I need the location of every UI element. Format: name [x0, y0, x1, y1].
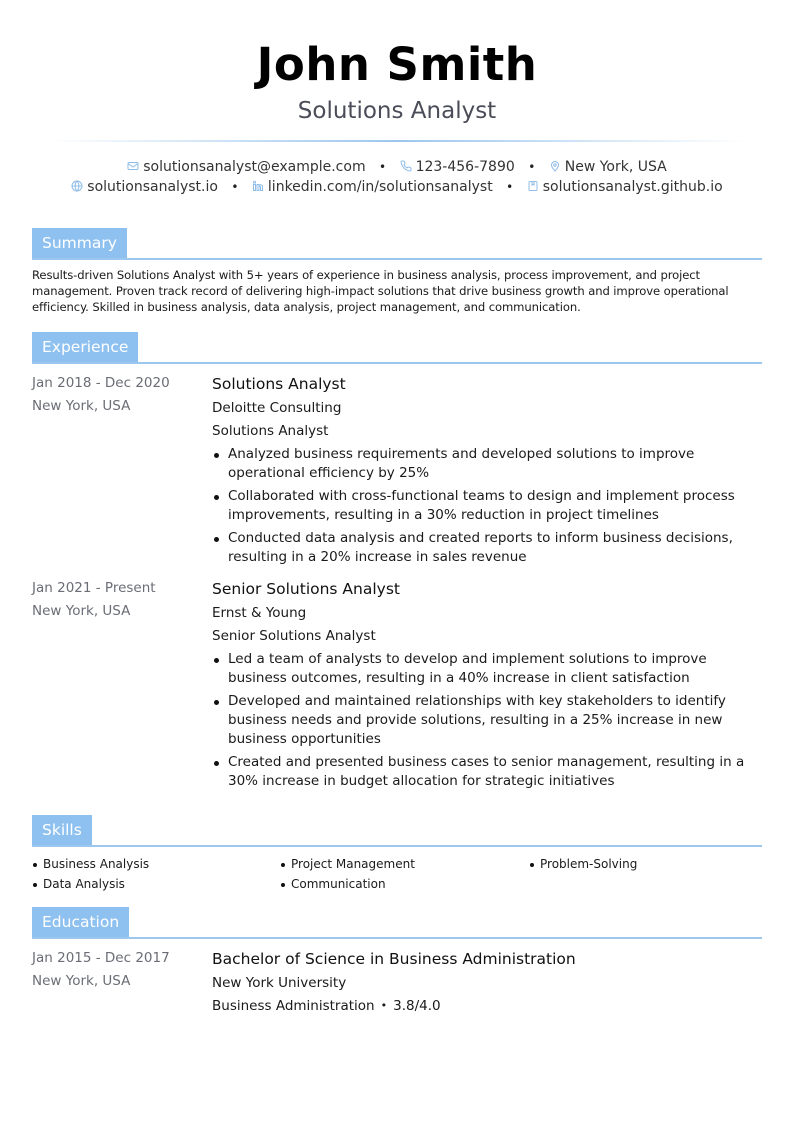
entry-company: Ernst & Young — [212, 605, 307, 621]
location-pin-icon — [549, 160, 561, 172]
entry-location: New York, USA — [32, 603, 131, 619]
summary-header — [32, 228, 762, 259]
github-link[interactable] — [527, 178, 723, 197]
website-text: solutionsanalyst.io — [87, 178, 218, 195]
entry-subrole: Senior Solutions Analyst — [212, 628, 376, 644]
education-section — [32, 907, 762, 1015]
degree-details — [212, 997, 762, 1015]
email-contact[interactable] — [127, 158, 365, 177]
section-title: Experience — [32, 332, 138, 362]
website-link[interactable] — [71, 178, 218, 197]
education-entry — [32, 949, 762, 1015]
field-of-study: Business Administration — [212, 998, 375, 1014]
candidate-name: John Smith — [256, 38, 538, 91]
list-item: Conducted data analysis and created reports to inform business decisions, resulting in a 20% increase in sales revenue — [212, 529, 762, 567]
contact-separator: • — [379, 160, 387, 174]
bookmark-page-icon — [527, 180, 539, 192]
section-rule — [32, 362, 762, 364]
summary-text: Results-driven Solutions Analyst with 5+ years of experience in business analysis, process improvement, and project management. Proven track record of delivering high-impact solutions that drive business growth and improve operational efficiency. Skilled in business analysis, data analysis, project management, and communication. — [32, 268, 729, 314]
skills-section — [32, 815, 762, 893]
experience-header — [32, 332, 762, 363]
entry-subrole: Solutions Analyst — [212, 423, 329, 439]
contact-separator: • — [506, 179, 514, 194]
entry-dates: Jan 2018 - Dec 2020 — [32, 375, 170, 391]
list-item: Business Analysis — [32, 856, 280, 873]
location-text: New York, USA — [564, 159, 667, 175]
experience-entry — [32, 374, 762, 567]
entry-location: New York, USA — [32, 973, 131, 989]
section-rule — [32, 258, 762, 260]
list-item: Led a team of analysts to develop and implement solutions to improve business outcomes, resulting in a 40% increase in client satisfaction — [212, 650, 762, 688]
section-rule — [32, 937, 762, 939]
entry-bullets — [212, 650, 762, 791]
list-item: Data Analysis — [32, 876, 280, 893]
section-rule — [32, 845, 762, 847]
list-item: Project Management — [280, 856, 529, 873]
section-title: Summary — [32, 228, 127, 258]
skills-list — [32, 856, 762, 893]
experience-section — [32, 332, 762, 795]
linkedin-text: linkedin.com/in/solutionsanalyst — [267, 178, 493, 195]
entry-dates: Jan 2015 - Dec 2017 — [32, 950, 170, 966]
entry-company: Deloitte Consulting — [212, 400, 342, 416]
phone-icon — [400, 160, 412, 172]
detail-separator: • — [380, 999, 388, 1012]
header-divider — [47, 140, 747, 142]
list-item: Analyzed business requirements and developed solutions to improve operational efficiency by 25% — [212, 445, 762, 483]
phone-contact[interactable] — [400, 158, 515, 177]
mail-icon — [127, 160, 139, 172]
globe-icon — [71, 180, 83, 192]
contact-separator: • — [528, 160, 536, 174]
linkedin-icon — [252, 180, 264, 192]
github-text: solutionsanalyst.github.io — [542, 178, 723, 195]
entry-dates: Jan 2021 - Present — [32, 580, 156, 596]
contact-separator: • — [231, 179, 239, 194]
gpa: 3.8/4.0 — [393, 998, 441, 1014]
candidate-title: Solutions Analyst — [297, 98, 497, 124]
entry-bullets — [212, 445, 762, 567]
contact-row-primary — [0, 158, 794, 178]
list-item: Created and presented business cases to senior management, resulting in a 30% increase in budget allocation for strategic initiatives — [212, 753, 762, 791]
email-text: solutionsanalyst@example.com — [143, 159, 366, 175]
skills-header — [32, 815, 762, 846]
linkedin-link[interactable] — [252, 178, 493, 197]
school-name: New York University — [212, 975, 347, 991]
contact-row-links — [0, 178, 794, 198]
summary-section — [32, 228, 762, 315]
section-title: Skills — [32, 815, 92, 845]
section-title: Education — [32, 907, 129, 937]
degree-title: Bachelor of Science in Business Administration — [212, 950, 576, 968]
phone-text: 123-456-7890 — [415, 159, 515, 175]
entry-location: New York, USA — [32, 398, 131, 414]
entry-role: Solutions Analyst — [212, 375, 346, 393]
experience-entry — [32, 579, 762, 791]
list-item: Developed and maintained relationships with key stakeholders to identify business needs and provide solutions, resulting in a 25% increase in new business opportunities — [212, 692, 762, 749]
education-header — [32, 907, 762, 938]
entry-role: Senior Solutions Analyst — [212, 580, 400, 598]
list-item: Problem-Solving — [529, 856, 762, 873]
list-item: Communication — [280, 876, 529, 893]
location-contact — [549, 158, 667, 177]
list-item: Collaborated with cross-functional teams to design and implement process improvements, resulting in a 30% reduction in project timelines — [212, 487, 762, 525]
